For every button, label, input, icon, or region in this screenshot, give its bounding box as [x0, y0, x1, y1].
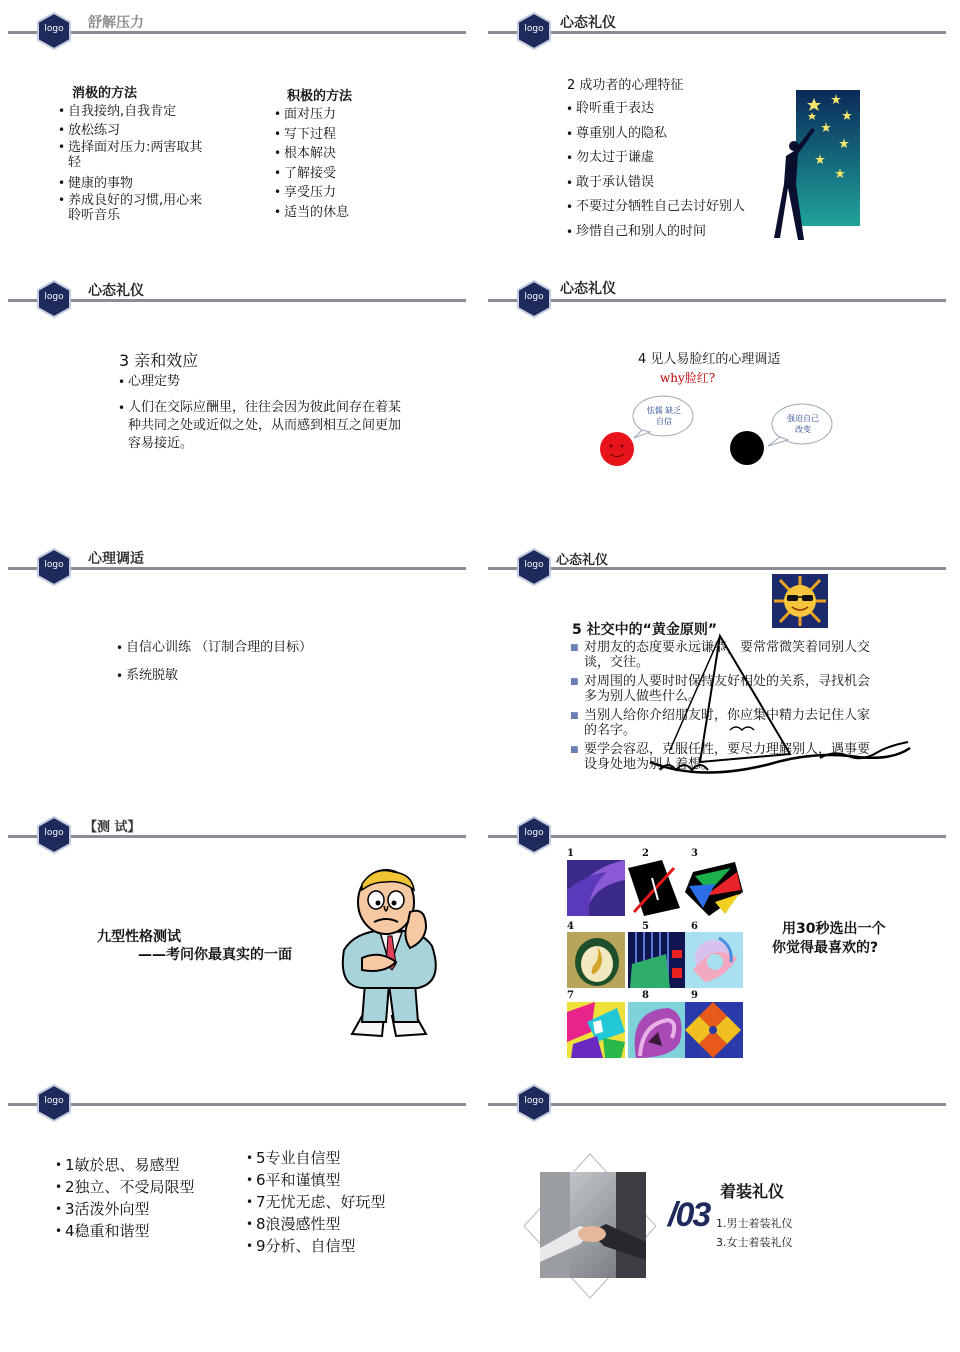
- list-item: • 选择面对压力:两害取其轻: [58, 140, 208, 170]
- list-item: • 1敏於思、易感型: [55, 1154, 225, 1176]
- option-image[interactable]: [567, 932, 625, 988]
- header-line: [488, 299, 946, 302]
- slide-title: 心态礼仪: [560, 15, 616, 31]
- dress-item: 1.男士着装礼仪: [716, 1217, 793, 1230]
- logo-text: logo: [44, 560, 64, 570]
- sun-sunglasses-icon: [772, 574, 828, 628]
- section-heading: 2 成功者的心理特征: [567, 78, 684, 93]
- header-line: [488, 1103, 946, 1106]
- list-item: • 健康的事物: [58, 174, 208, 193]
- list-item: • 享受压力: [274, 183, 414, 203]
- option-image[interactable]: [628, 932, 686, 988]
- slide-title: 心态礼仪: [88, 283, 144, 299]
- slide-title: 心理调适: [88, 551, 144, 567]
- list-item: • 5专业自信型: [246, 1147, 416, 1169]
- list-item: • 写下过程: [274, 125, 414, 145]
- option-number: 6: [691, 921, 698, 932]
- logo-text: logo: [524, 828, 544, 838]
- option-number: 5: [642, 921, 649, 932]
- header-line: [8, 835, 466, 838]
- list-item: • 2独立、不受局限型: [55, 1176, 225, 1198]
- list-item: ■ 对周围的人要时时保持友好相处的关系，寻找机会多为别人做些什么。: [570, 674, 870, 704]
- adjustment-list: [116, 634, 376, 690]
- option-image[interactable]: [567, 1002, 625, 1058]
- bubble-left-text: 怯懦 缺乏自信: [646, 406, 682, 426]
- golden-rules-list: [570, 640, 870, 772]
- logo-text: logo: [44, 828, 64, 838]
- slide-3: [0, 268, 470, 530]
- list-item: ■ 对朋友的态度要永远谦恭，要常常微笑着同别人交谈，交往。: [570, 640, 870, 670]
- header-line: [8, 567, 466, 570]
- logo-text: logo: [524, 1096, 544, 1106]
- option-number: 7: [567, 990, 574, 1001]
- header-line: [8, 299, 466, 302]
- reaching-stars-illustration: [774, 88, 864, 246]
- section-heading: 着装礼仪: [720, 1182, 785, 1201]
- slide-title: 舒解压力: [88, 15, 144, 31]
- option-image[interactable]: [567, 860, 625, 916]
- section-heading: 5 社交中的“黄金原则”: [572, 622, 718, 638]
- logo-text: logo: [524, 292, 544, 302]
- traits-list: [566, 97, 766, 244]
- positive-heading: 积极的方法: [287, 89, 353, 104]
- slide-8: [480, 804, 950, 1066]
- dress-item: 3.女士着装礼仪: [716, 1236, 793, 1249]
- option-number: 8: [642, 990, 649, 1001]
- question-line-2: 你觉得最喜欢的?: [772, 940, 879, 956]
- types-list-right: [246, 1147, 416, 1257]
- slide-10: [480, 1072, 950, 1334]
- option-number: 4: [567, 921, 574, 932]
- option-number: 2: [642, 848, 649, 859]
- logo-text: logo: [524, 24, 544, 34]
- list-item: • 自信心训练 （订制合理的目标）: [116, 634, 376, 662]
- slide-title: 【测 试】: [84, 820, 141, 835]
- slide-6: [480, 536, 950, 798]
- list-item: • 养成良好的习惯,用心来聆听音乐: [58, 193, 208, 223]
- bubble-right-text: 强迫自己 改变: [787, 414, 819, 434]
- list-item: • 根本解决: [274, 144, 414, 164]
- header-line: [488, 31, 946, 34]
- option-image[interactable]: [628, 860, 680, 916]
- list-item: • 面对压力: [274, 105, 414, 125]
- list-item: ■ 要学会容忍，克服任性，要尽力理解别人，遇事要设身处地为别人着想。: [570, 742, 870, 772]
- slide-5: [0, 536, 470, 798]
- question-line-1: 用30秒选出一个: [782, 921, 886, 937]
- list-item: • 了解接受: [274, 164, 414, 184]
- slide-7: [0, 804, 470, 1066]
- slide-1: [0, 0, 470, 262]
- negative-heading: 消极的方法: [72, 86, 138, 101]
- handshake-photo: [520, 1152, 660, 1300]
- slide-title: 心态礼仪: [560, 281, 616, 297]
- option-image[interactable]: [685, 862, 743, 916]
- slide-2: [480, 0, 950, 262]
- list-item: • 自我接纳,自我肯定: [58, 102, 208, 121]
- list-item: • 不要过分牺牲自己去讨好别人: [566, 195, 766, 220]
- test-subtitle: ——考问你最真实的一面: [138, 947, 292, 963]
- section-heading: 4 见人易脸红的心理调适: [638, 352, 781, 367]
- list-item: ■ 当别人给你介绍朋友时，你应集中精力去记住人家的名字。: [570, 708, 870, 738]
- types-list-left: [55, 1154, 225, 1242]
- list-item: • 人们在交际应酬里，往往会因为彼此间存在着某种共同之处或近似之处，从而感到相互之间更加容易接近。: [118, 399, 410, 453]
- list-item: • 4稳重和谐型: [55, 1220, 225, 1242]
- list-item: • 勿太过于谦虚: [566, 146, 766, 171]
- affinity-list: [118, 373, 410, 453]
- positive-list: [274, 105, 414, 222]
- section-heading: 3 亲和效应: [119, 351, 199, 370]
- list-item: • 心理定势: [118, 373, 410, 391]
- list-item: • 7无忧无虑、好玩型: [246, 1191, 416, 1213]
- logo-text: logo: [44, 24, 64, 34]
- list-item: • 系统脱敏: [116, 662, 376, 690]
- list-item: • 尊重别人的隐私: [566, 122, 766, 147]
- option-number: 3: [691, 848, 698, 859]
- list-item: • 3活泼外向型: [55, 1198, 225, 1220]
- slide-4: [480, 268, 950, 530]
- option-number: 9: [691, 990, 698, 1001]
- list-item: • 6平和谨慎型: [246, 1169, 416, 1191]
- option-image[interactable]: [685, 932, 743, 988]
- list-item: • 适当的休息: [274, 203, 414, 223]
- list-item: • 聆听重于表达: [566, 97, 766, 122]
- slide-title: 心态礼仪: [556, 553, 609, 568]
- logo-text: logo: [44, 292, 64, 302]
- logo-text: logo: [524, 560, 544, 570]
- worried-man-cartoon: [322, 866, 462, 1042]
- header-line: [8, 31, 466, 34]
- list-item: • 敢于承认错误: [566, 171, 766, 196]
- section-number: /03: [668, 1196, 710, 1234]
- list-item: • 珍惜自己和别人的时间: [566, 220, 766, 245]
- option-image[interactable]: [628, 1002, 686, 1058]
- list-item: • 8浪漫感性型: [246, 1213, 416, 1235]
- test-title: 九型性格测试: [97, 929, 181, 945]
- why-label: why脸红?: [660, 371, 716, 385]
- list-item: • 放松练习: [58, 121, 208, 140]
- header-line: [8, 1103, 466, 1106]
- list-item: • 9分析、自信型: [246, 1235, 416, 1257]
- header-line: [488, 835, 946, 838]
- logo-text: logo: [44, 1096, 64, 1106]
- option-number: 1: [567, 848, 574, 859]
- negative-list: [58, 102, 208, 223]
- option-image[interactable]: [685, 1002, 743, 1058]
- slide-9: [0, 1072, 470, 1334]
